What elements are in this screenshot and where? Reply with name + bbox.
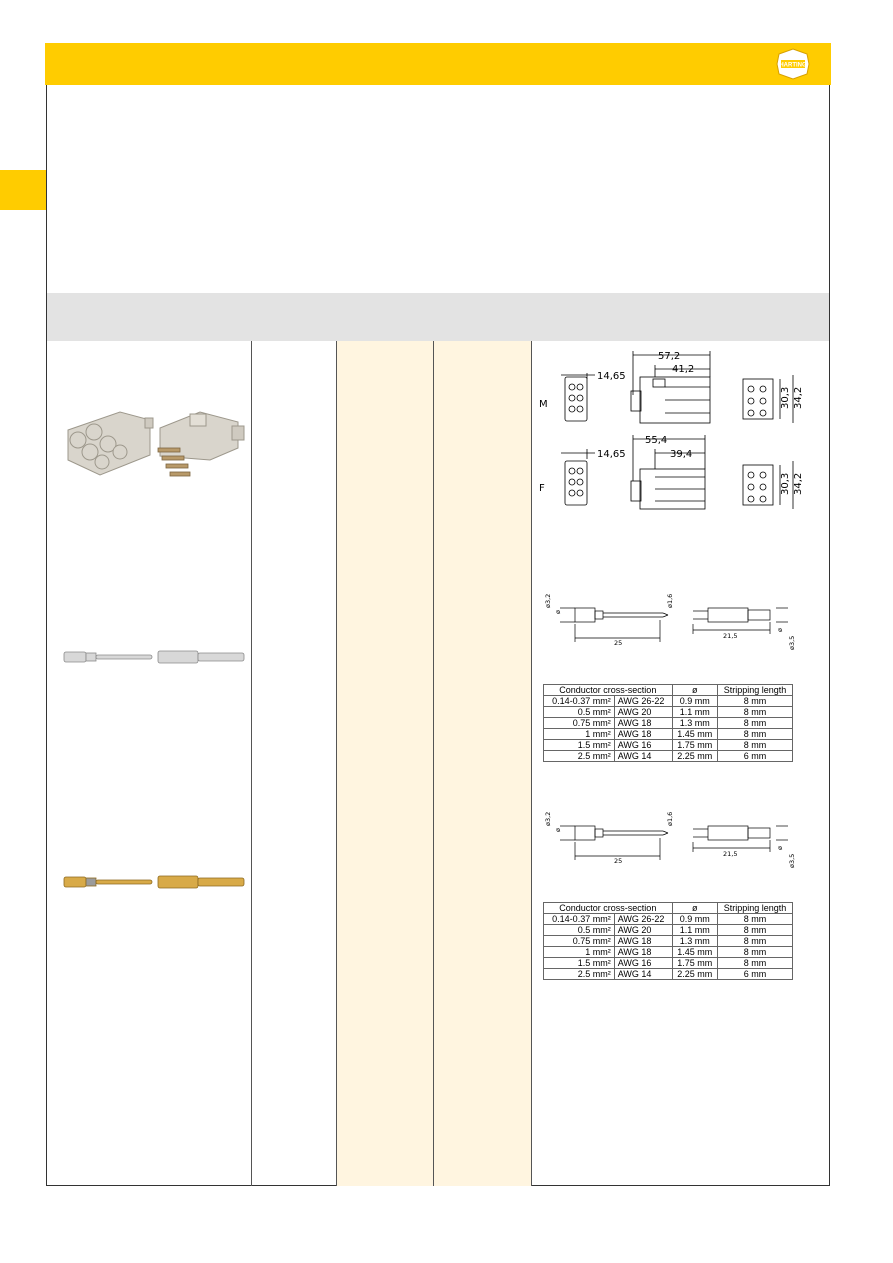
svg-text:25: 25 — [614, 857, 623, 865]
conductor-spec-table-gold — [543, 902, 793, 980]
table-header-band — [47, 293, 829, 341]
svg-text:ø3,2: ø3,2 — [544, 811, 552, 826]
svg-text:ø: ø — [554, 610, 562, 614]
table-row: 1.5 mm² AWG 16 1.75 mm 8 mm — [544, 740, 793, 751]
table-row: 1 mm² AWG 18 1.45 mm 8 mm — [544, 947, 793, 958]
svg-text:14,65: 14,65 — [597, 449, 626, 460]
svg-text:34,2: 34,2 — [793, 472, 804, 495]
header-stripping: Stripping length — [717, 685, 792, 696]
table-row: 0.14-0.37 mm² AWG 26-22 0.9 mm 8 mm — [544, 914, 793, 925]
header-conductor: Conductor cross-section — [544, 685, 673, 696]
table-row: 0.5 mm² AWG 20 1.1 mm 8 mm — [544, 925, 793, 936]
svg-text:30,3: 30,3 — [780, 386, 791, 409]
header-diameter: ø — [672, 903, 717, 914]
gold-contacts-photo — [62, 873, 246, 891]
svg-text:ø1,6: ø1,6 — [666, 593, 674, 608]
column-divider — [336, 341, 337, 1186]
svg-text:ø3,5: ø3,5 — [788, 635, 796, 650]
svg-text:HARTING: HARTING — [779, 62, 807, 69]
column-highlight-2 — [434, 341, 531, 1186]
housing-dimension-drawing — [535, 345, 825, 520]
svg-text:ø3,2: ø3,2 — [544, 593, 552, 608]
svg-text:21,5: 21,5 — [723, 850, 738, 858]
header-diameter: ø — [672, 685, 717, 696]
svg-text:ø1,6: ø1,6 — [666, 811, 674, 826]
column-highlight-1 — [337, 341, 433, 1186]
table-row: 2.5 mm² AWG 14 2.25 mm 6 mm — [544, 969, 793, 980]
table-row: 1 mm² AWG 18 1.45 mm 8 mm — [544, 729, 793, 740]
svg-text:25: 25 — [614, 639, 623, 647]
table-row: 0.75 mm² AWG 18 1.3 mm 8 mm — [544, 936, 793, 947]
table-row: 1.5 mm² AWG 16 1.75 mm 8 mm — [544, 958, 793, 969]
table-row: 2.5 mm² AWG 14 2.25 mm 6 mm — [544, 751, 793, 762]
svg-text:ø: ø — [776, 628, 784, 632]
svg-text:34,2: 34,2 — [793, 386, 804, 409]
conductor-spec-table-silver — [543, 684, 793, 762]
svg-text:ø: ø — [776, 846, 784, 850]
female-label: F — [539, 483, 545, 494]
harting-logo — [774, 47, 812, 81]
svg-text:30,3: 30,3 — [780, 472, 791, 495]
svg-text:ø: ø — [554, 828, 562, 832]
header-stripping: Stripping length — [717, 903, 792, 914]
chapter-side-tab — [0, 170, 46, 210]
header-conductor: Conductor cross-section — [544, 903, 673, 914]
male-label: M — [539, 399, 548, 410]
table-row: 0.75 mm² AWG 18 1.3 mm 8 mm — [544, 718, 793, 729]
svg-text:14,65: 14,65 — [597, 371, 626, 382]
column-divider — [531, 341, 532, 1186]
page-header-band — [45, 43, 831, 85]
svg-text:21,5: 21,5 — [723, 632, 738, 640]
svg-text:55,4: 55,4 — [645, 435, 668, 446]
table-row: 0.14-0.37 mm² AWG 26-22 0.9 mm 8 mm — [544, 696, 793, 707]
silver-contact-dimension-drawing — [538, 578, 800, 650]
silver-contacts-photo — [62, 648, 246, 666]
svg-text:57,2: 57,2 — [658, 351, 681, 362]
column-divider — [251, 341, 252, 1186]
svg-text:41,2: 41,2 — [672, 364, 695, 375]
housing-insert-photo — [60, 400, 250, 480]
table-row: 0.5 mm² AWG 20 1.1 mm 8 mm — [544, 707, 793, 718]
column-divider — [433, 341, 434, 1186]
svg-text:39,4: 39,4 — [670, 449, 693, 460]
gold-contact-dimension-drawing — [538, 796, 800, 868]
svg-text:ø3,5: ø3,5 — [788, 853, 796, 868]
